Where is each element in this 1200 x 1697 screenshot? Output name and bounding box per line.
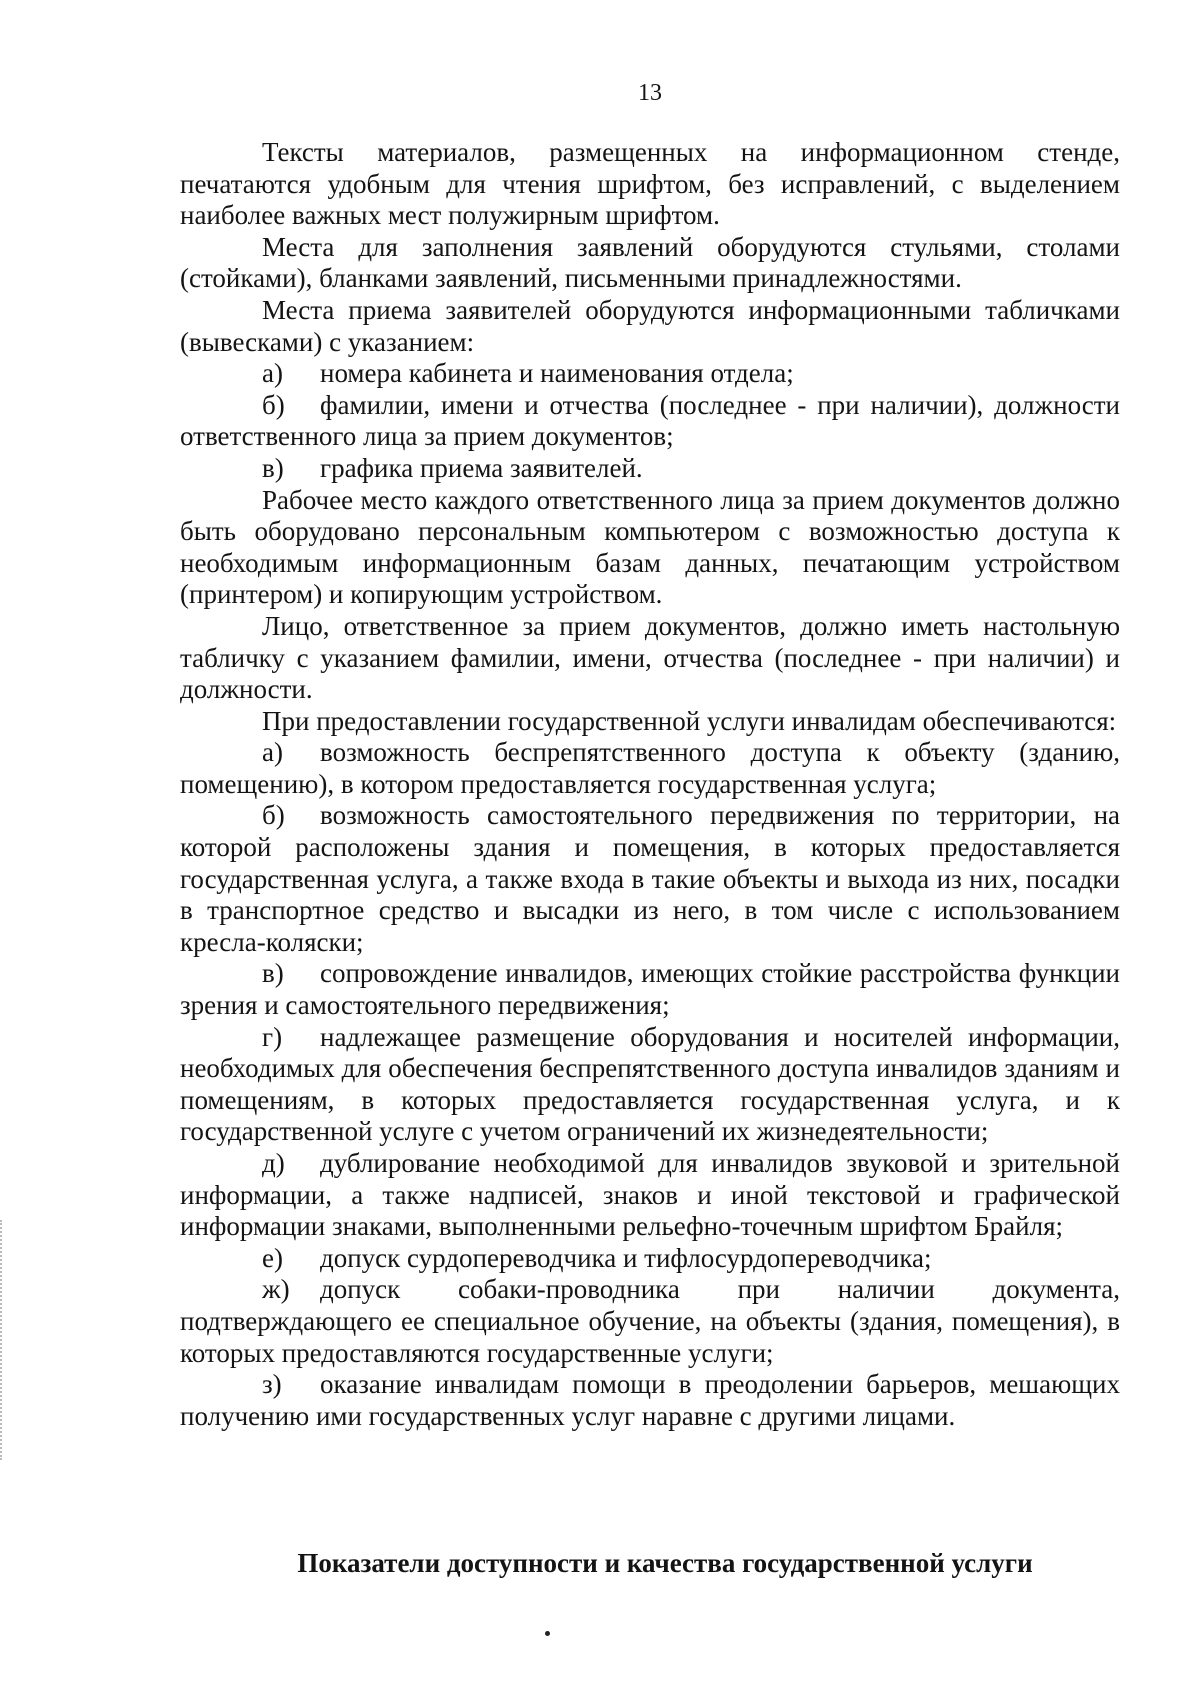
- list-item-disability-d: [180, 1022, 1120, 1148]
- list-item-disability-h: [180, 1369, 1120, 1432]
- list-item-text: дублирование необходимой для инвалидов звуковой и зрительной информации, а также надписей, знаков и иной текстовой и графической информации знаками, выполненными рельефно-точечным шрифтом Брайля;: [180, 1148, 1120, 1242]
- list-item-text: графика приема заявителей.: [320, 452, 643, 483]
- list-marker: д): [262, 1148, 285, 1178]
- list-item-text: допуск сурдопереводчика и тифлосурдопереводчика;: [320, 1242, 932, 1273]
- list-item-text: оказание инвалидам помощи в преодолении барьеров, мешающих получению ими государственных услуг наравне с другими лицами.: [180, 1369, 1120, 1431]
- list-marker: б): [262, 389, 285, 420]
- list-marker: ж): [262, 1274, 290, 1305]
- paragraph-application-places: Места для заполнения заявлений оборудуются стульями, столами (стойками), бланками заявлений, письменными принадлежностями.: [180, 231, 1120, 294]
- list-marker: з): [262, 1369, 282, 1400]
- list-marker: в): [262, 452, 284, 483]
- list-marker: г): [262, 1021, 283, 1052]
- document-body: [180, 137, 1120, 1432]
- paragraph-workplace: Рабочее место каждого ответственного лица за прием документов должно быть оборудовано персональным компьютером с возможностью доступа к необходимым информационным базам данных, печатающим устройством (принтером) и копирующим устройством.: [180, 484, 1120, 610]
- list-item-disability-f: [180, 1243, 1120, 1275]
- list-item-disability-a: [180, 737, 1120, 800]
- section-heading: Показатели доступности и качества государственной услуги: [297, 1548, 1033, 1578]
- list-item-disability-g: [180, 1274, 1120, 1369]
- list-item-text: допуск собаки-проводника при наличии документа, подтверждающего ее специальное обучение, на объекты (здания, помещения), в которых предоставляются государственные услуги;: [180, 1274, 1120, 1368]
- list-marker: б): [262, 800, 285, 831]
- list-item-text: надлежащее размещение оборудования и носителей информации, необходимых для обеспечения беспрепятственного доступа инвалидов зданиям и помещениям, в которых предоставляется государственная услуга, и к государственной услуге с учетом ограничений их жизнедеятельности;: [180, 1021, 1120, 1147]
- list-item-text: возможность самостоятельного передвижения по территории, на которой расположены здания и помещения, в которых предоставляется государственная услуга, а также входа в такие объекты и выхода из них, посадки в транспортное средство и высадки из него, в том числе с использованием кресла-коляски;: [180, 800, 1120, 957]
- list-item-signage-c: [180, 453, 1120, 485]
- list-marker: а): [262, 737, 283, 768]
- paragraph-disability-intro: При предоставлении государственной услуги инвалидам обеспечиваются:: [262, 705, 1117, 736]
- paragraph-desk-plate: Лицо, ответственное за прием документов, должно иметь настольную табличку с указанием фамилии, имени, отчества (последнее - при наличии) и должности.: [180, 610, 1120, 705]
- scan-dot-mark: [545, 1631, 550, 1636]
- list-item-signage-a: [180, 358, 1120, 390]
- list-item-disability-e: [180, 1148, 1120, 1243]
- scan-binding-marks: [0, 1220, 5, 1460]
- list-item-disability-c: [180, 958, 1120, 1021]
- paragraph-stand-texts: Тексты материалов, размещенных на информационном стенде, печатаются удобным для чтения шрифтом, без исправлений, с выделением наиболее важных мест полужирным шрифтом.: [180, 137, 1120, 231]
- list-item-signage-b: [180, 390, 1120, 453]
- list-marker: а): [262, 358, 283, 389]
- list-marker: е): [262, 1242, 283, 1273]
- list-item-text: фамилии, имени и отчества (последнее - при наличии), должности ответственного лица за прием документов;: [180, 389, 1120, 452]
- list-item-text: номера кабинета и наименования отдела;: [320, 358, 794, 389]
- list-item-text: сопровождение инвалидов, имеющих стойкие расстройства функции зрения и самостоятельного передвижения;: [180, 958, 1120, 1021]
- list-item-disability-b: [180, 800, 1120, 958]
- paragraph-reception-places: Места приема заявителей оборудуются информационными табличками (вывесками) с указанием:: [180, 294, 1120, 357]
- list-item-text: возможность беспрепятственного доступа к объекту (зданию, помещению), в котором предоставляется государственная услуга;: [180, 737, 1120, 799]
- page-number: 13: [638, 80, 662, 106]
- list-marker: в): [262, 958, 284, 989]
